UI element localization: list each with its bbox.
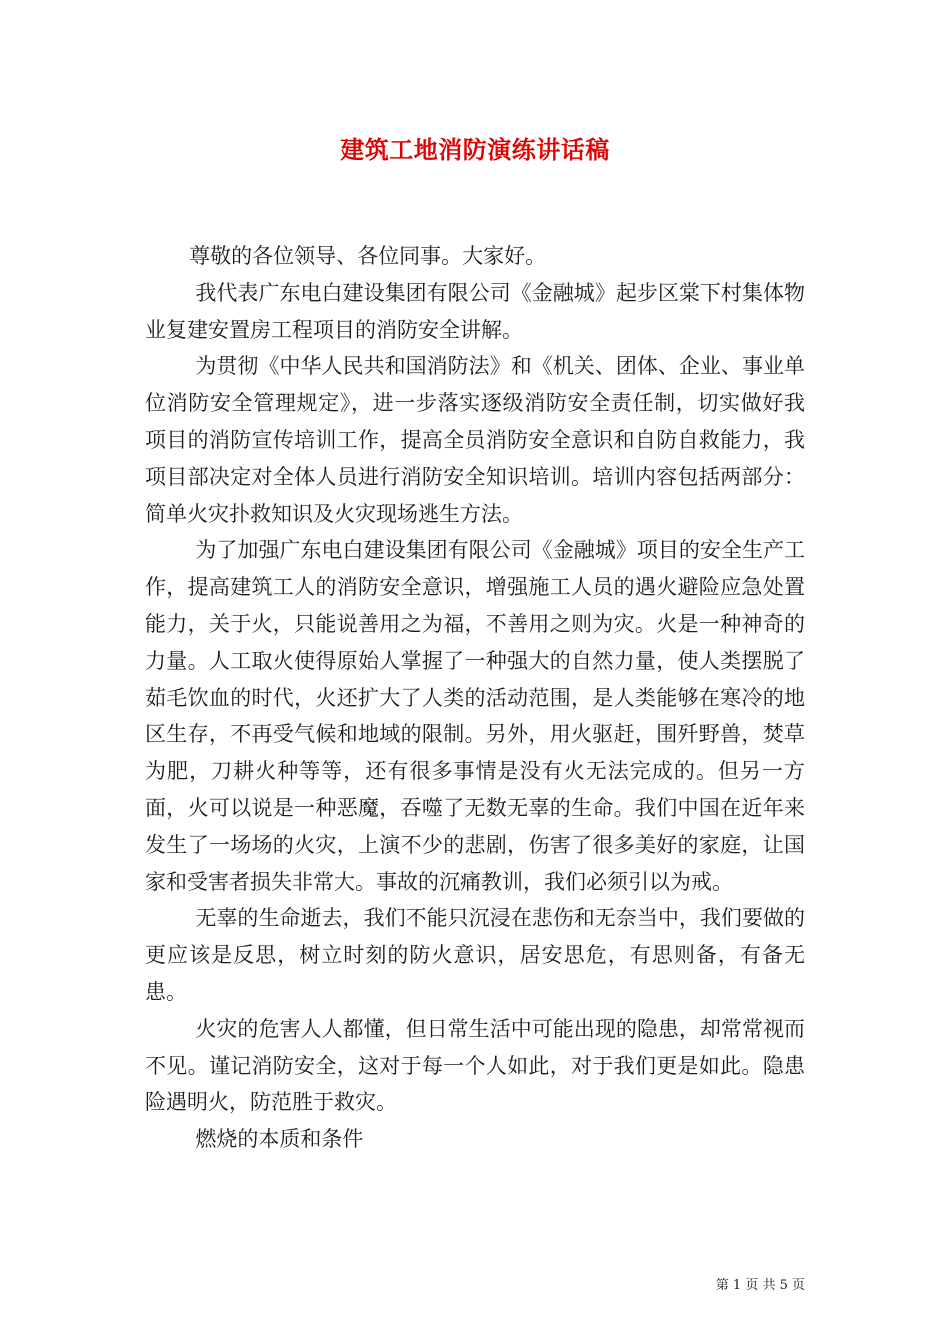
document-title: 建筑工地消防演练讲话稿 — [340, 135, 610, 164]
page-number-footer: 第 1 页 共 5 页 — [715, 1278, 805, 1293]
paragraph-hazards: 火灾的危害人人都懂，但日常生活中可能出现的隐患，却常常视而不见。谨记消防安全，这对于每一个人如此，对于我们更是如此。隐患险遇明火，防范胜于救灾。 — [145, 1016, 805, 1115]
paragraph-greeting: 尊敬的各位领导、各位同事。大家好。 — [189, 244, 547, 268]
paragraph-reflection: 无辜的生命逝去，我们不能只沉浸在悲伤和无奈当中，我们要做的更应该是反思，树立时刻的防火意识，居安思危，有思则备，有备无患。 — [145, 906, 805, 1004]
document-body — [145, 238, 805, 1158]
paragraph-introduction: 我代表广东电白建设集团有限公司《金融城》起步区棠下村集体物业复建安置房工程项目的消防安全讲解。 — [145, 280, 805, 342]
paragraph-fire-nature: 为了加强广东电白建设集团有限公司《金融城》项目的安全生产工作，提高建筑工人的消防安全意识，增强施工人员的遇火避险应急处置能力，关于火，只能说善用之为福，不善用之则为灾。火是一种神奇的力量。人工取火使得原始人掌握了一种强大的自然力量，使人类摆脱了茹毛饮血的时代，火还扩大了人类的活动范围，是人类能够在寒冷的地区生存，不再受气候和地域的限制。另外，用火驱赶，围歼野兽，焚草为肥，刀耕火种等等，还有很多事情是没有火无法完成的。但另一方面，火可以说是一种恶魔，吞噬了无数无辜的生命。我们中国在近年来发生了一场场的火灾，上演不少的悲剧，伤害了很多美好的家庭，让国家和受害者损失非常大。事故的沉痛教训，我们必须引以为戒。 — [145, 538, 805, 894]
section-heading-combustion: 燃烧的本质和条件 — [195, 1127, 364, 1152]
paragraph-purpose: 为贯彻《中华人民共和国消防法》和《机关、团体、企业、事业单位消防安全管理规定》，进一步落实逐级消防安全责任制，切实做好我项目的消防宣传培训工作，提高全员消防安全意识和自防自救能力，我项目部决定对全体人员进行消防安全知识培训。培训内容包括两部分：简单火灾扑救知识及火灾现场逃生方法。 — [145, 354, 805, 526]
